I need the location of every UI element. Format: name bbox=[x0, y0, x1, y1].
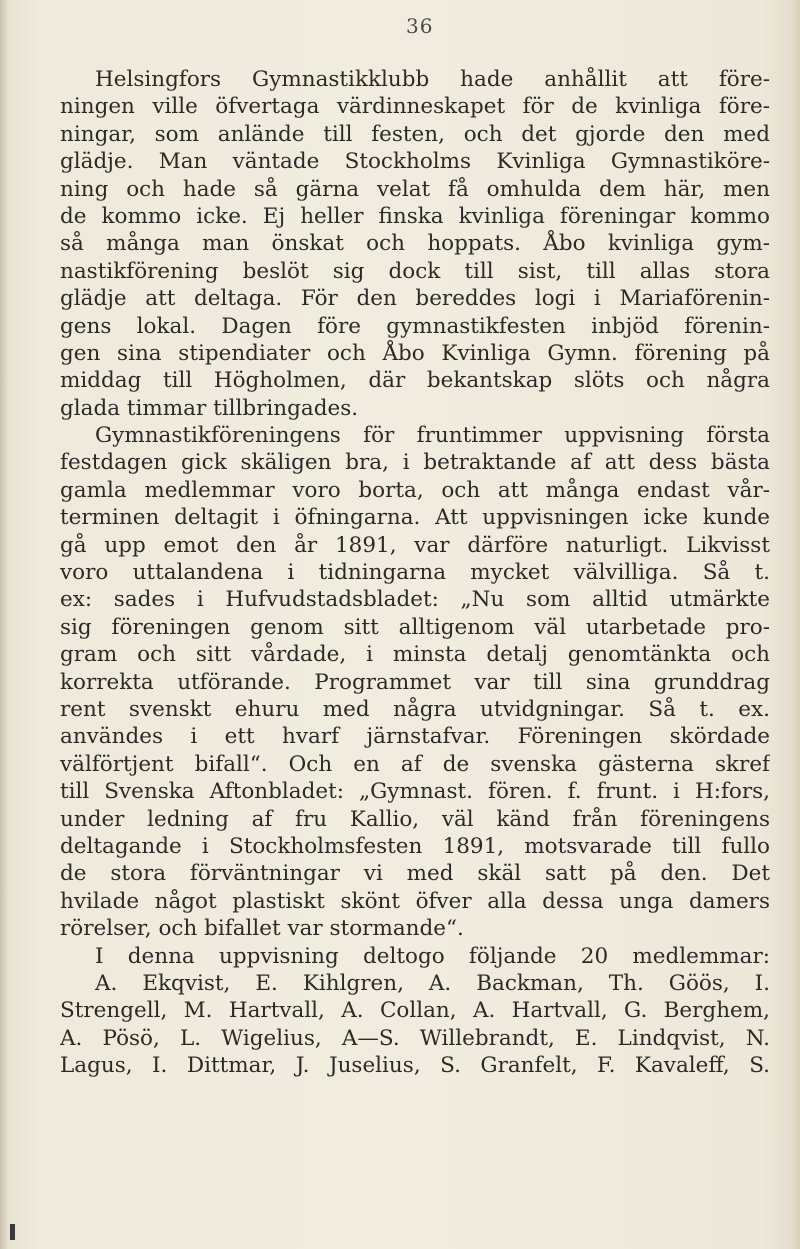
text-line: de stora förväntningar vi med skäl satt på den. Det bbox=[60, 861, 770, 887]
text-line: gens lokal. Dagen före gymnastikfesten inbjöd förenin- bbox=[60, 313, 770, 339]
text-line: till Svenska Aftonbladet: „Gymnast. fören. f. frunt. i H:fors, bbox=[60, 779, 770, 805]
text-line: glädje att deltaga. För den bereddes logi i Mariaförenin- bbox=[60, 286, 770, 312]
text-line: glädje. Man väntade Stockholms Kvinliga Gymnastiköre- bbox=[60, 149, 770, 175]
text-line: glada timmar tillbringades. bbox=[60, 395, 359, 421]
page-left-edge bbox=[0, 0, 8, 1249]
text-line: ex: sades i Hufvudstadsbladet: „Nu som alltid utmärkte bbox=[60, 587, 770, 613]
text-line: Strengell, M. Hartvall, A. Collan, A. Hartvall, G. Berghem, bbox=[60, 998, 770, 1024]
text-line: A. Ekqvist, E. Kihlgren, A. Backman, Th. Göös, I. bbox=[95, 970, 770, 996]
text-line: A. Pösö, L. Wigelius, A—S. Willebrandt, E. Lindqvist, N. bbox=[60, 1025, 770, 1051]
text-line: middag till Högholmen, där bekantskap slöts och några bbox=[60, 368, 770, 394]
text-line: gen sina stipendiater och Åbo Kvinliga Gymn. förening på bbox=[60, 340, 770, 366]
text-line: de kommo icke. Ej heller finska kvinliga föreningar kommo bbox=[60, 203, 770, 229]
text-line: voro uttalandena i tidningarna mycket välvilliga. Så t. bbox=[60, 560, 770, 586]
binding-mark bbox=[10, 1224, 15, 1240]
text-line: deltagande i Stockholmsfesten 1891, motsvarade till fullo bbox=[60, 833, 770, 859]
page-number: 36 bbox=[406, 14, 434, 38]
text-line: nastikförening beslöt sig dock till sist, till allas stora bbox=[60, 258, 770, 284]
text-line: rent svenskt ehuru med några utvidgningar. Så t. ex. bbox=[60, 696, 770, 722]
text-line: välförtjent bifall“. Och en af de svenska gästerna skref bbox=[60, 751, 770, 777]
text-line: Helsingfors Gymnastikklubb hade anhållit att före- bbox=[95, 67, 770, 92]
text-line: så många man önskat och hoppats. Åbo kvinliga gym- bbox=[60, 231, 770, 257]
text-line: sig föreningen genom sitt alltigenom väl utarbetade pro- bbox=[60, 614, 770, 640]
text-line: användes i ett hvarf järnstafvar. Föreningen skördade bbox=[60, 724, 770, 750]
text-line: I denna uppvisning deltogo följande 20 medlemmar: bbox=[95, 943, 770, 969]
text-line: rörelser, och bifallet var stormande“. bbox=[60, 916, 464, 942]
text-line: ningen ville öfvertaga värdinneskapet för de kvinliga före- bbox=[60, 94, 770, 120]
text-line: ning och hade så gärna velat få omhulda dem här, men bbox=[60, 176, 770, 202]
text-line: ningar, som anlände till festen, och det gjorde den med bbox=[60, 121, 770, 147]
text-line: gram och sitt vårdade, i minsta detalj genomtänkta och bbox=[60, 642, 770, 668]
body-text bbox=[60, 66, 770, 1079]
page-right-edge bbox=[790, 0, 800, 1249]
text-line: gå upp emot den år 1891, var därföre naturligt. Likvisst bbox=[60, 532, 770, 558]
text-line: gamla medlemmar voro borta, och att många endast vår- bbox=[60, 477, 770, 503]
text-line: under ledning af fru Kallio, väl känd från föreningens bbox=[60, 806, 770, 832]
text-line: Lagus, I. Dittmar, J. Juselius, S. Granfelt, F. Kavaleff, S. bbox=[60, 1053, 770, 1079]
text-line: hvilade något plastiskt skönt öfver alla dessa unga damers bbox=[60, 888, 770, 914]
text-line: terminen deltagit i öfningarna. Att uppvisningen icke kunde bbox=[60, 505, 770, 531]
text-line: festdagen gick skäligen bra, i betraktande af att dess bästa bbox=[60, 450, 770, 476]
text-line: Gymnastikföreningens för fruntimmer uppvisning första bbox=[95, 423, 770, 449]
text-line: korrekta utförande. Programmet var till sina grunddrag bbox=[60, 669, 770, 695]
